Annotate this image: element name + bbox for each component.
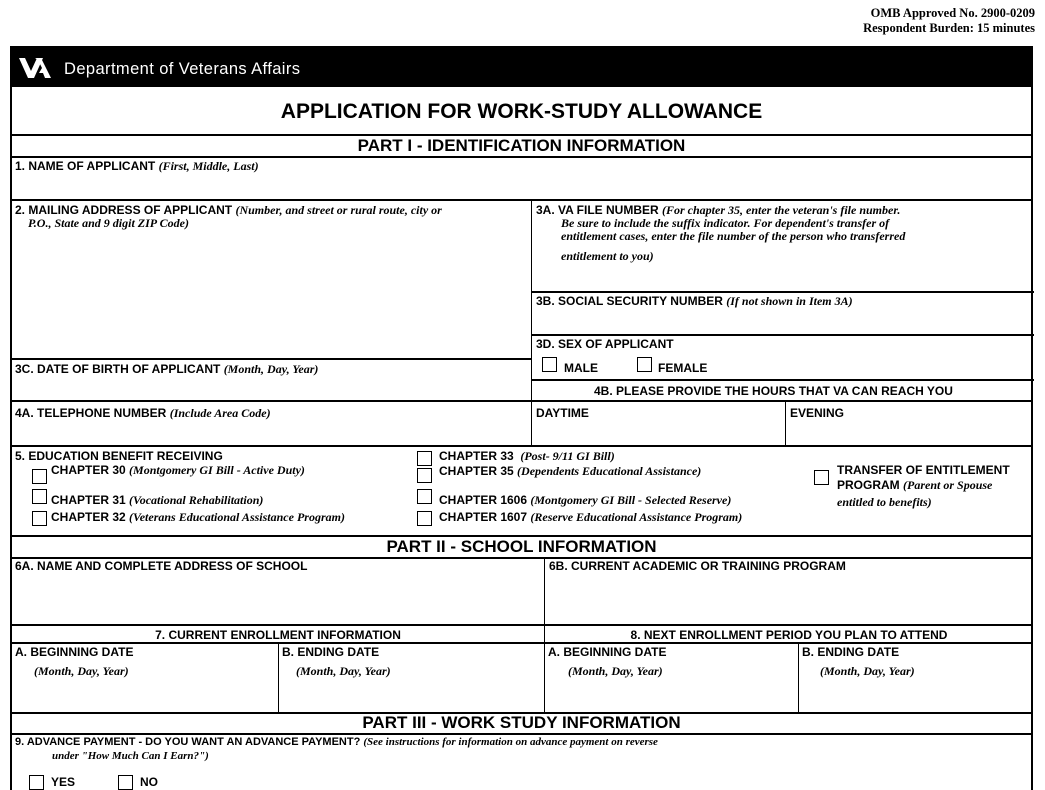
chapter-33-checkbox[interactable] xyxy=(417,451,432,466)
field4b-label: 4B. PLEASE PROVIDE THE HOURS THAT VA CAN REACH YOU xyxy=(594,384,953,398)
advance-no-checkbox[interactable] xyxy=(118,775,133,790)
female-checkbox[interactable] xyxy=(637,357,652,372)
field9-label: 9. ADVANCE PAYMENT - DO YOU WANT AN ADVANCE PAYMENT? (See instructions for information on advance payment on reverse xyxy=(15,736,658,748)
male-label: MALE xyxy=(564,361,598,375)
chapter-30-label: CHAPTER 30 (Montgomery GI Bill - Active Duty) xyxy=(51,463,305,477)
divider xyxy=(12,733,1031,735)
column-divider xyxy=(785,400,786,446)
academic-program-field[interactable] xyxy=(546,574,1031,623)
va-logo-icon xyxy=(18,54,52,80)
daytime-label: DAYTIME xyxy=(536,406,589,420)
next-end-label: B. ENDING DATE xyxy=(802,645,900,659)
field3a-hint: entitlement cases, enter the file number of the person who transferred xyxy=(561,229,906,243)
transfer-entitlement-checkbox[interactable] xyxy=(814,470,829,485)
next-begin-date-field[interactable] xyxy=(546,680,795,711)
divider xyxy=(531,291,1034,293)
chapter-1607-checkbox[interactable] xyxy=(417,511,432,526)
next-begin-label: A. BEGINNING DATE xyxy=(548,645,667,659)
divider xyxy=(12,445,1031,447)
part3-heading: PART III - WORK STUDY INFORMATION xyxy=(362,713,681,732)
ssn-field[interactable] xyxy=(533,308,1031,333)
female-label: FEMALE xyxy=(658,361,708,375)
part1-heading: PART I - IDENTIFICATION INFORMATION xyxy=(357,136,686,155)
form-title: APPLICATION FOR WORK-STUDY ALLOWANCE xyxy=(280,100,763,123)
field6a-label: 6A. NAME AND COMPLETE ADDRESS OF SCHOOL xyxy=(15,559,308,573)
column-divider xyxy=(531,199,532,401)
evening-field[interactable] xyxy=(787,421,1031,445)
field3c-label: 3C. DATE OF BIRTH OF APPLICANT (Month, Day, Year) xyxy=(15,362,319,376)
field4a-label: 4A. TELEPHONE NUMBER (Include Area Code) xyxy=(15,406,271,420)
field8-label: 8. NEXT ENROLLMENT PERIOD YOU PLAN TO ATTEND xyxy=(630,628,948,642)
next-end-hint: (Month, Day, Year) xyxy=(820,664,915,678)
school-address-field[interactable] xyxy=(13,574,541,623)
field1-label: 1. NAME OF APPLICANT (First, Middle, Last) xyxy=(15,159,259,173)
transfer-program-label: PROGRAM (Parent or Spouse xyxy=(837,478,993,492)
chapter-32-checkbox[interactable] xyxy=(32,511,47,526)
current-begin-hint: (Month, Day, Year) xyxy=(34,664,129,678)
department-name: Department of Veterans Affairs xyxy=(64,60,301,78)
divider xyxy=(12,624,1031,626)
advance-no-label: NO xyxy=(140,775,158,789)
field3b-label: 3B. SOCIAL SECURITY NUMBER (If not shown in Item 3A) xyxy=(536,294,853,308)
omb-approval-number: OMB Approved No. 2900-0209 xyxy=(870,6,1035,20)
name-field[interactable] xyxy=(13,172,1031,198)
current-begin-label: A. BEGINNING DATE xyxy=(15,645,134,659)
column-divider xyxy=(531,400,532,446)
field9-hint: under "How Much Can I Earn?") xyxy=(52,750,209,762)
chapter-31-label: CHAPTER 31 (Vocational Rehabilitation) xyxy=(51,493,264,507)
form-header xyxy=(12,48,1031,87)
va-file-number-field[interactable] xyxy=(533,264,1031,290)
telephone-field[interactable] xyxy=(13,421,528,445)
chapter-35-label: CHAPTER 35 (Dependents Educational Assistance) xyxy=(439,464,702,478)
divider xyxy=(531,379,1034,381)
daytime-field[interactable] xyxy=(533,421,783,445)
divider xyxy=(12,642,1031,644)
date-of-birth-field[interactable] xyxy=(13,377,528,399)
part2-heading: PART II - SCHOOL INFORMATION xyxy=(386,537,657,556)
chapter-32-label: CHAPTER 32 (Veterans Educational Assistance Program) xyxy=(51,510,345,524)
chapter-1606-checkbox[interactable] xyxy=(417,489,432,504)
field3a-label: 3A. VA FILE NUMBER (For chapter 35, enter the veteran's file number. xyxy=(536,203,901,217)
field3a-hint: Be sure to include the suffix indicator. For dependent's transfer of xyxy=(561,216,890,230)
chapter-33-label: CHAPTER 33 (Post- 9/11 GI Bill) xyxy=(439,449,615,463)
divider xyxy=(12,156,1031,158)
chapter-1607-label: CHAPTER 1607 (Reserve Educational Assistance Program) xyxy=(439,510,743,524)
divider xyxy=(12,400,1031,402)
mailing-address-field[interactable] xyxy=(13,232,528,357)
advance-yes-checkbox[interactable] xyxy=(29,775,44,790)
current-begin-date-field[interactable] xyxy=(13,680,275,711)
application-form xyxy=(10,46,1033,790)
column-divider xyxy=(278,642,279,712)
field3d-label: 3D. SEX OF APPLICANT xyxy=(536,337,674,351)
field5-label: 5. EDUCATION BENEFIT RECEIVING xyxy=(15,449,223,463)
divider xyxy=(12,358,532,360)
respondent-burden: Respondent Burden: 15 minutes xyxy=(863,21,1035,35)
omb-notice xyxy=(863,6,1035,36)
field6b-label: 6B. CURRENT ACADEMIC OR TRAINING PROGRAM xyxy=(549,559,846,573)
field3a-hint: entitlement to you) xyxy=(561,249,654,263)
chapter-31-checkbox[interactable] xyxy=(32,489,47,504)
evening-label: EVENING xyxy=(790,406,845,420)
advance-yes-label: YES xyxy=(51,775,76,789)
transfer-hint: entitled to benefits) xyxy=(837,495,932,509)
next-end-date-field[interactable] xyxy=(800,680,1031,711)
chapter-35-checkbox[interactable] xyxy=(417,468,432,483)
field2-label: 2. MAILING ADDRESS OF APPLICANT (Number, and street or rural route, city or xyxy=(15,203,442,217)
current-end-hint: (Month, Day, Year) xyxy=(296,664,391,678)
field7-label: 7. CURRENT ENROLLMENT INFORMATION xyxy=(155,628,401,642)
divider xyxy=(531,334,1034,336)
divider xyxy=(12,199,1031,201)
next-begin-hint: (Month, Day, Year) xyxy=(568,664,663,678)
chapter-1606-label: CHAPTER 1606 (Montgomery GI Bill - Selected Reserve) xyxy=(439,493,732,507)
current-end-label: B. ENDING DATE xyxy=(282,645,380,659)
male-checkbox[interactable] xyxy=(542,357,557,372)
column-divider xyxy=(798,642,799,712)
field2-hint: P.O., State and 9 digit ZIP Code) xyxy=(28,216,190,230)
current-end-date-field[interactable] xyxy=(280,680,542,711)
transfer-entitlement-label: TRANSFER OF ENTITLEMENT xyxy=(837,463,1010,477)
chapter-30-checkbox[interactable] xyxy=(32,469,47,484)
